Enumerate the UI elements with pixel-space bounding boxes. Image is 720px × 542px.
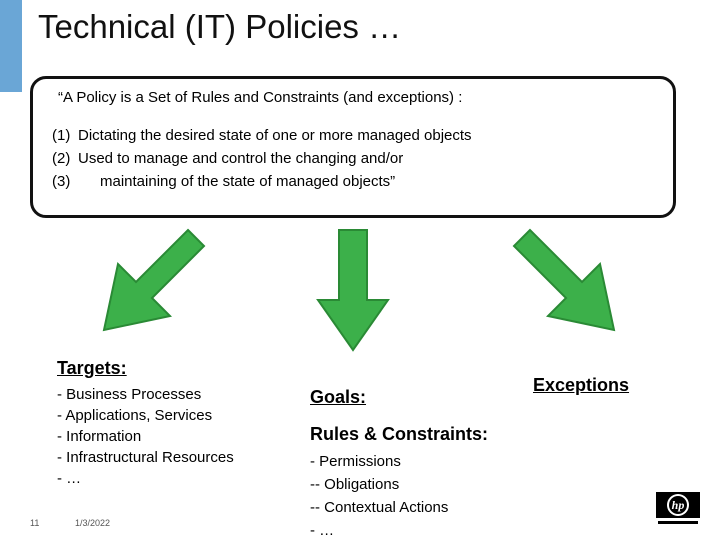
list-item: - Applications, Services: [57, 407, 213, 424]
arrow-down-icon: [316, 228, 390, 354]
list-item: - Infrastructural Resources: [57, 449, 234, 466]
definition-item-1-number: (1): [52, 127, 71, 144]
definition-item-2-number: (2): [52, 150, 71, 167]
list-item: - …: [57, 470, 82, 487]
footer-date: 1/3/2022: [75, 518, 111, 528]
list-item: -- Obligations: [310, 476, 400, 493]
rules-constraints-heading: Rules & Constraints:: [310, 424, 489, 444]
targets-heading: Targets:: [57, 358, 127, 378]
definition-item-3-text: maintaining of the state of managed objects”: [100, 173, 396, 190]
left-accent-bar: [0, 0, 22, 92]
hp-logo-icon: [656, 492, 700, 526]
slide-title: Technical (IT) Policies …: [38, 8, 402, 45]
arrow-down-right-icon: [508, 226, 628, 344]
arrow-down-left-icon: [90, 226, 210, 344]
definition-item-1-text: Dictating the desired state of one or more managed objects: [78, 127, 472, 144]
list-item: - Business Processes: [57, 386, 202, 403]
svg-text:hp: hp: [671, 498, 685, 512]
goals-list: [310, 450, 448, 542]
page-number: 11: [30, 518, 40, 528]
list-item: - …: [310, 522, 335, 539]
exceptions-heading: Exceptions: [533, 375, 630, 395]
list-item: -- Contextual Actions: [310, 499, 449, 516]
definition-item-2-text: Used to manage and control the changing and/or: [78, 150, 404, 167]
targets-list: [57, 384, 234, 489]
goals-heading: Goals:: [310, 387, 367, 407]
definition-intro: “A Policy is a Set of Rules and Constraints (and exceptions) :: [58, 89, 463, 106]
definition-item-3-number: (3): [52, 173, 71, 190]
list-item: - Information: [57, 428, 142, 445]
list-item: - Permissions: [310, 453, 401, 470]
